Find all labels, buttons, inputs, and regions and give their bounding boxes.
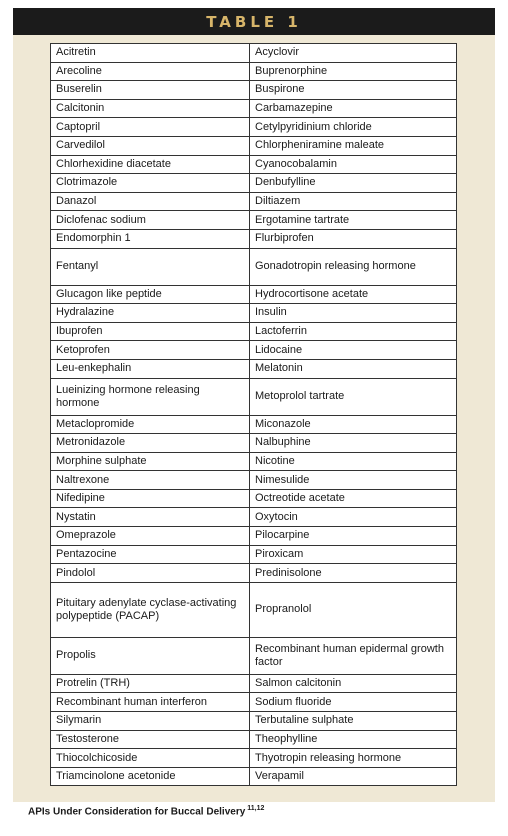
table-row (51, 359, 457, 378)
api-name-cell: Acitretin (51, 44, 250, 63)
table-row (51, 248, 457, 285)
api-name-cell: Naltrexone (51, 471, 250, 490)
table-row (51, 471, 457, 490)
api-name-cell: Danazol (51, 192, 250, 211)
api-name-cell: Thiocolchicoside (51, 749, 250, 768)
api-name-cell: Carbamazepine (250, 99, 457, 118)
table-row (51, 155, 457, 174)
caption-references: 11,12 (247, 805, 265, 812)
api-name-cell: Piroxicam (250, 545, 457, 564)
api-name-cell: Ergotamine tartrate (250, 211, 457, 230)
table-row (51, 341, 457, 360)
api-name-cell: Recombinant human interferon (51, 693, 250, 712)
table-row (51, 211, 457, 230)
table-title: TABLE 1 (206, 12, 302, 31)
api-name-cell: Morphine sulphate (51, 452, 250, 471)
api-name-cell: Metronidazole (51, 434, 250, 453)
api-name-cell: Glucagon like peptide (51, 285, 250, 304)
api-table (50, 43, 457, 786)
table-row (51, 285, 457, 304)
api-name-cell: Nicotine (250, 452, 457, 471)
api-name-cell: Ketoprofen (51, 341, 250, 360)
table-row (51, 415, 457, 434)
table-title-bar (13, 8, 495, 35)
api-name-cell: Acyclovir (250, 44, 457, 63)
api-name-cell: Protrelin (TRH) (51, 674, 250, 693)
api-name-cell: Verapamil (250, 767, 457, 786)
api-name-cell: Propranolol (250, 582, 457, 637)
api-name-cell: Insulin (250, 304, 457, 323)
table-row (51, 434, 457, 453)
api-name-cell: Propolis (51, 637, 250, 674)
api-name-cell: Omeprazole (51, 527, 250, 546)
table-row (51, 545, 457, 564)
table-row (51, 564, 457, 583)
api-name-cell: Theophylline (250, 730, 457, 749)
api-name-cell: Lactoferrin (250, 322, 457, 341)
table-row (51, 508, 457, 527)
api-name-cell: Calcitonin (51, 99, 250, 118)
api-name-cell: Metaclopromide (51, 415, 250, 434)
table-row (51, 304, 457, 323)
api-name-cell: Testosterone (51, 730, 250, 749)
api-name-cell: Endomorphin 1 (51, 229, 250, 248)
api-name-cell: Recombinant human epidermal growth factor (250, 637, 457, 674)
table-row (51, 136, 457, 155)
table-row (51, 81, 457, 100)
table-row (51, 637, 457, 674)
api-name-cell: Triamcinolone acetonide (51, 767, 250, 786)
table-row (51, 767, 457, 786)
table-row (51, 712, 457, 731)
api-name-cell: Melatonin (250, 359, 457, 378)
api-name-cell: Pentazocine (51, 545, 250, 564)
api-name-cell: Thyotropin releasing hormone (250, 749, 457, 768)
api-name-cell: Denbufylline (250, 174, 457, 193)
api-name-cell: Diltiazem (250, 192, 457, 211)
api-name-cell: Gonadotropin releasing hormone (250, 248, 457, 285)
table-row (51, 62, 457, 81)
api-name-cell: Pilocarpine (250, 527, 457, 546)
api-name-cell: Sodium fluoride (250, 693, 457, 712)
api-name-cell: Nimesulide (250, 471, 457, 490)
api-name-cell: Buserelin (51, 81, 250, 100)
api-name-cell: Nifedipine (51, 489, 250, 508)
api-name-cell: Hydralazine (51, 304, 250, 323)
table-row (51, 99, 457, 118)
api-name-cell: Pituitary adenylate cyclase-activating polypeptide (PACAP) (51, 582, 250, 637)
api-name-cell: Fentanyl (51, 248, 250, 285)
table-row (51, 229, 457, 248)
table-row (51, 527, 457, 546)
api-name-cell: Chlorhexidine diacetate (51, 155, 250, 174)
table-row (51, 378, 457, 415)
api-name-cell: Diclofenac sodium (51, 211, 250, 230)
api-name-cell: Flurbiprofen (250, 229, 457, 248)
api-name-cell: Lidocaine (250, 341, 457, 360)
api-name-cell: Salmon calcitonin (250, 674, 457, 693)
api-name-cell: Pindolol (51, 564, 250, 583)
table-row (51, 322, 457, 341)
api-name-cell: Octreotide acetate (250, 489, 457, 508)
table-row (51, 693, 457, 712)
api-name-cell: Buprenorphine (250, 62, 457, 81)
table-caption (28, 805, 264, 817)
table-row (51, 749, 457, 768)
api-name-cell: Cetylpyridinium chloride (250, 118, 457, 137)
api-name-cell: Lueinizing hormone releasing hormone (51, 378, 250, 415)
api-name-cell: Nystatin (51, 508, 250, 527)
api-name-cell: Metoprolol tartrate (250, 378, 457, 415)
table-row (51, 118, 457, 137)
table-row (51, 452, 457, 471)
api-name-cell: Captopril (51, 118, 250, 137)
api-name-cell: Ibuprofen (51, 322, 250, 341)
api-name-cell: Silymarin (51, 712, 250, 731)
api-name-cell: Miconazole (250, 415, 457, 434)
table-row (51, 192, 457, 211)
api-name-cell: Clotrimazole (51, 174, 250, 193)
api-name-cell: Predinisolone (250, 564, 457, 583)
api-name-cell: Hydrocortisone acetate (250, 285, 457, 304)
api-name-cell: Oxytocin (250, 508, 457, 527)
api-name-cell: Buspirone (250, 81, 457, 100)
api-name-cell: Cyanocobalamin (250, 155, 457, 174)
api-name-cell: Leu-enkephalin (51, 359, 250, 378)
table-row (51, 489, 457, 508)
table-row (51, 730, 457, 749)
api-table-body (51, 44, 457, 786)
table-row (51, 674, 457, 693)
api-name-cell: Arecoline (51, 62, 250, 81)
table-row (51, 44, 457, 63)
api-name-cell: Carvedilol (51, 136, 250, 155)
caption-text: APIs Under Consideration for Buccal Delivery (28, 806, 246, 818)
api-name-cell: Nalbuphine (250, 434, 457, 453)
table-row (51, 582, 457, 637)
table-row (51, 174, 457, 193)
api-name-cell: Terbutaline sulphate (250, 712, 457, 731)
api-name-cell: Chlorpheniramine maleate (250, 136, 457, 155)
